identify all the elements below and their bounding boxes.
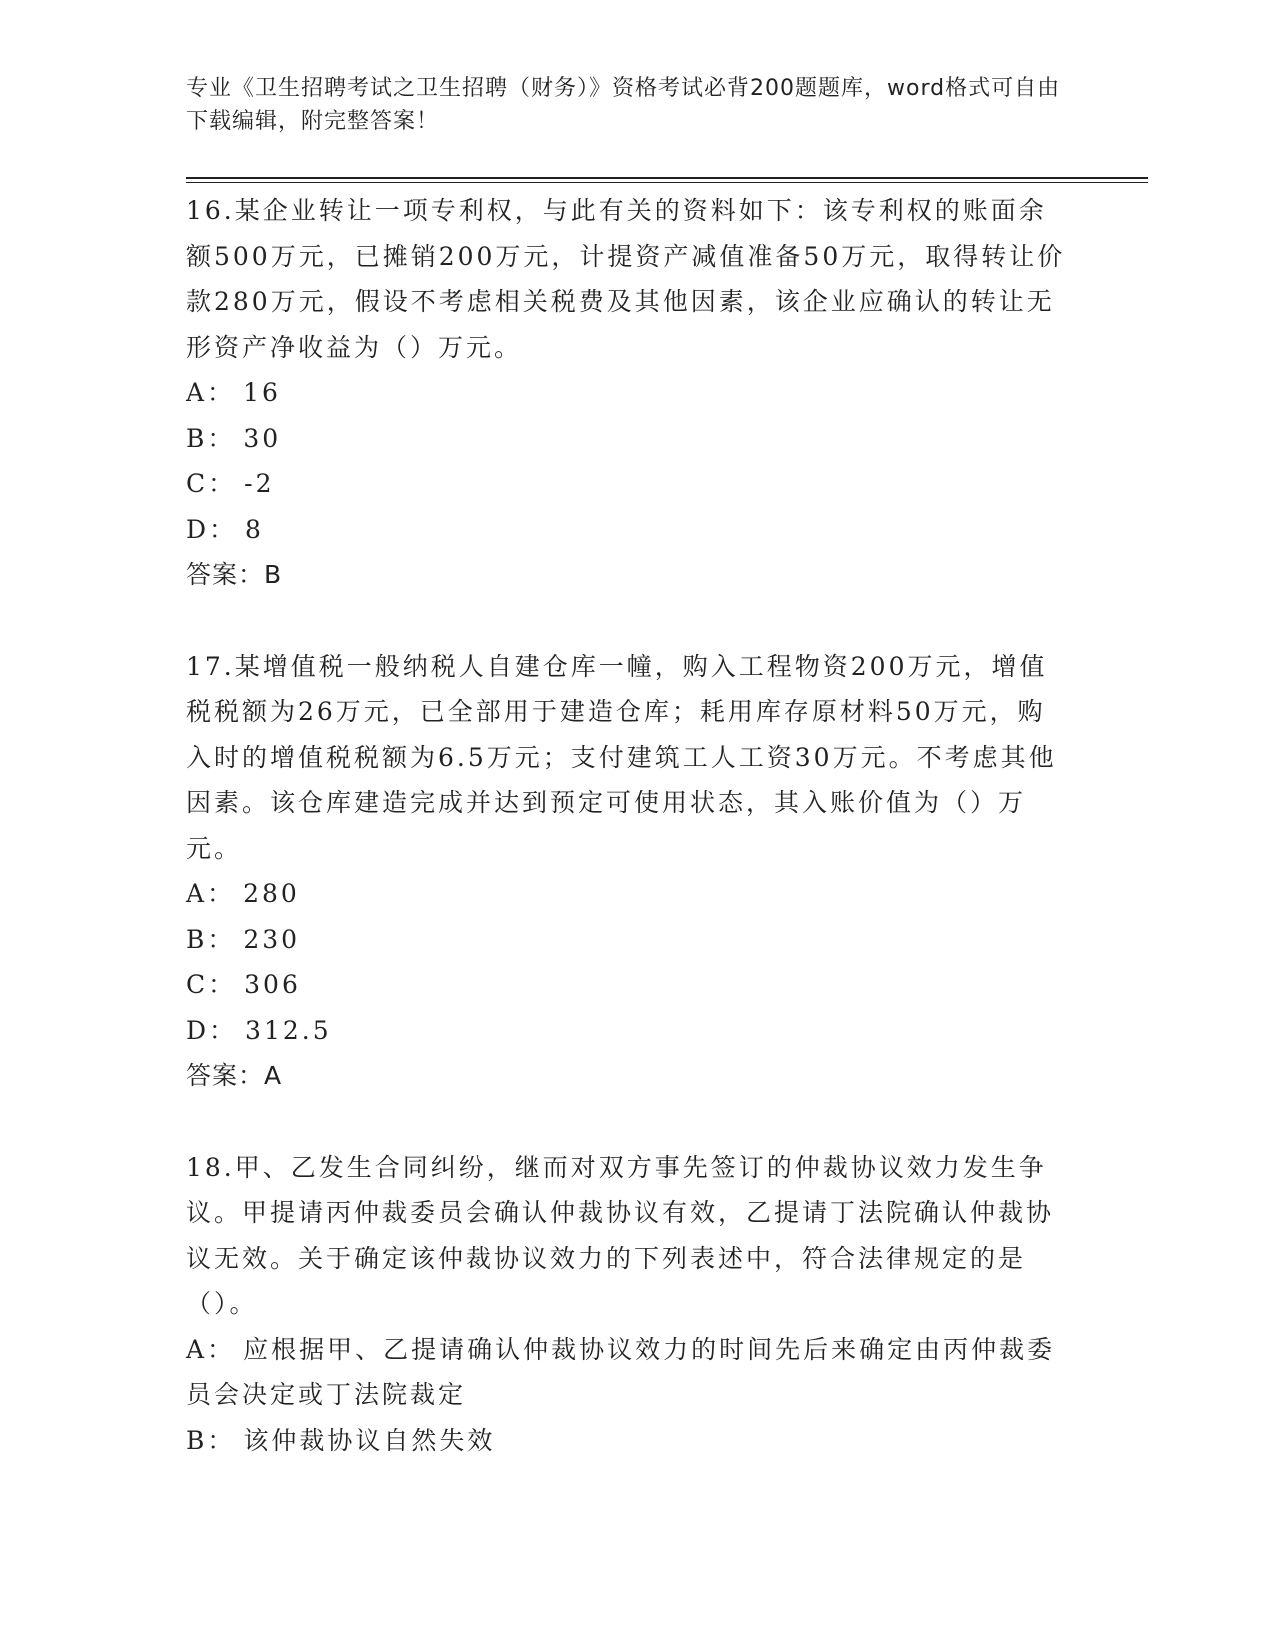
question-16 [186,188,1066,598]
option-a [186,1327,1066,1418]
option-text: -2 [244,469,275,498]
header-divider-thin [186,182,1148,183]
answer-value: A [264,1061,283,1090]
option-key: A： [186,1334,236,1364]
question-text: 某增值税一般纳税人自建仓库一幢，购入工程物资200万元，增值税税额为26万元，已全部用于建造仓库；耗用库存原材料50万元，购入时的增值税税额为6.5万元；支付建筑工人工资30万元。不考虑其他因素。该仓库建造完成并达到预定可使用状态，其入账价值为（）万元。 [186,651,1057,863]
option-text: 230 [243,924,301,954]
option-key: D： [186,514,238,544]
option-b [186,416,1066,462]
option-b [186,1418,1066,1464]
option-a [186,370,1066,416]
answer-value: B [264,560,283,589]
question-stem [186,1145,1066,1327]
option-text: 280 [243,879,300,908]
header-divider [186,177,1148,179]
option-d [186,507,1066,553]
option-text: 306 [244,970,301,999]
option-key: A： [186,378,236,407]
answer-line [186,552,1066,598]
answer-line [186,1053,1066,1099]
option-key: C： [186,970,237,999]
question-18 [186,1145,1066,1464]
option-c [186,962,1066,1008]
option-text: 312.5 [245,1015,332,1045]
document-header: 专业《卫生招聘考试之卫生招聘（财务）》资格考试必背200题题库，word格式可自由下载编辑，附完整答案！ [186,76,1061,134]
question-stem [186,644,1066,872]
answer-label: 答案： [186,560,265,589]
option-key: B： [186,1425,236,1455]
question-number: 17. [186,651,235,681]
option-d [186,1008,1066,1054]
question-text: 某企业转让一项专利权，与此有关的资料如下：该专利权的账面余额500万元，已摊销200万元，计提资产减值准备50万元，取得转让价款280万元，假设不考虑相关税费及其他因素，该企业应确认的转让无形资产净收益为（）万元。 [186,196,1066,362]
option-c [186,461,1066,507]
option-text: 应根据甲、乙提请确认仲裁协议效力的时间先后来确定由丙仲裁委员会决定或丁法院裁定 [186,1334,1056,1409]
question-stem [186,188,1066,370]
option-key: A： [186,879,236,908]
option-key: C： [186,469,237,498]
question-text: 甲、乙发生合同纠纷，继而对双方事先签订的仲裁协议效力发生争议。甲提请丙仲裁委员会确认仲裁协议有效，乙提请丁法院确认仲裁协议无效。关于确定该仲裁协议效力的下列表述中，符合法律规定的是（）。 [186,1152,1055,1318]
option-b [186,917,1066,963]
option-key: D： [186,1015,238,1045]
option-key: B： [186,423,236,453]
option-a [186,871,1066,917]
option-text: 16 [243,378,281,407]
answer-label: 答案： [186,1061,265,1090]
question-number: 18. [186,1152,235,1182]
question-17 [186,644,1066,1099]
option-text: 该仲裁协议自然失效 [243,1425,496,1455]
question-list [186,188,1066,1509]
option-text: 30 [243,423,282,453]
option-text: 8 [245,514,264,544]
option-key: B： [186,924,236,954]
question-number: 16. [186,196,235,225]
